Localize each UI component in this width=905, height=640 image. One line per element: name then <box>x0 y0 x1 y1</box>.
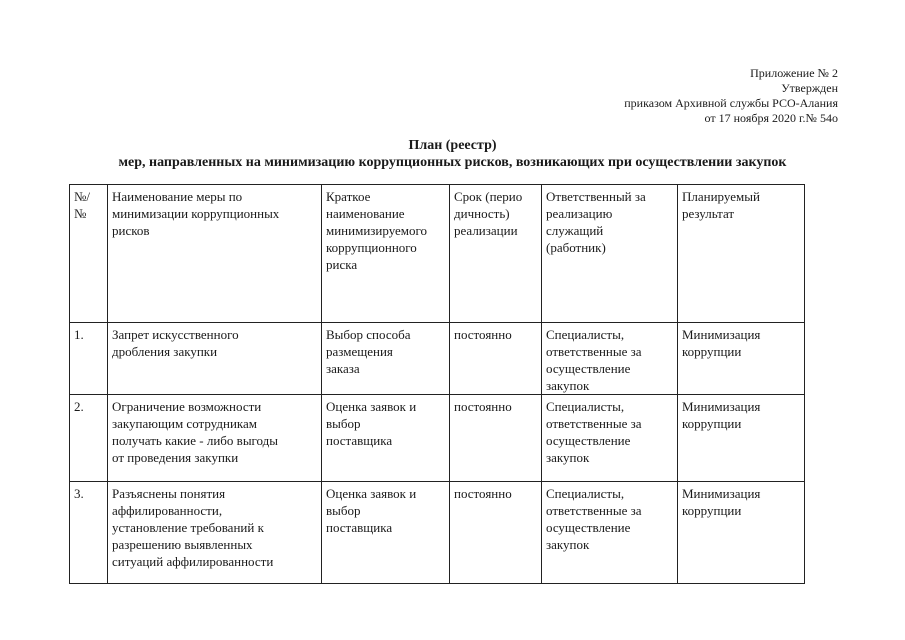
cell-term: постоянно <box>450 482 542 584</box>
header-result: Планируемый результат <box>678 185 805 323</box>
approved-label: Утвержден <box>781 81 838 95</box>
cell-term: постоянно <box>450 323 542 395</box>
measures-table <box>69 184 805 584</box>
cell-risk: Оценка заявок и выбор поставщика <box>322 395 450 482</box>
cell-result: Минимизация коррупции <box>678 482 805 584</box>
cell-measure: Запрет искусственного дробления закупки <box>108 323 322 395</box>
cell-risk: Выбор способа размещения заказа <box>322 323 450 395</box>
order-date: от 17 ноября 2020 г.№ 54о <box>704 111 838 125</box>
document-subtitle: мер, направленных на минимизацию коррупционных рисков, возникающих при осуществлении закупок <box>118 155 787 170</box>
document-title: План (реестр) <box>408 138 497 153</box>
table-header-row <box>70 185 805 323</box>
cell-result: Минимизация коррупции <box>678 395 805 482</box>
header-term: Срок (перио дичность) реализации <box>450 185 542 323</box>
cell-responsible: Специалисты, ответственные за осуществление закупок <box>542 482 678 584</box>
header-measure: Наименование меры по минимизации коррупционных рисков <box>108 185 322 323</box>
header-risk: Краткое наименование минимизируемого коррупционного риска <box>322 185 450 323</box>
order-label: приказом Архивной службы РСО-Алания <box>624 96 838 110</box>
table-row <box>70 395 805 482</box>
header-number: №/ № <box>70 185 108 323</box>
cell-number: 2. <box>70 395 108 482</box>
table-row <box>70 482 805 584</box>
cell-measure: Ограничение возможности закупающим сотрудникам получать какие - либо выгоды от проведения закупки <box>108 395 322 482</box>
table-row <box>70 323 805 395</box>
cell-measure: Разъяснены понятия аффилированности, установление требований к разрешению выявленных ситуаций аффилированности <box>108 482 322 584</box>
cell-responsible: Специалисты, ответственные за осуществление закупок <box>542 395 678 482</box>
cell-result: Минимизация коррупции <box>678 323 805 395</box>
cell-term: постоянно <box>450 395 542 482</box>
header-responsible: Ответственный за реализацию служащий (работник) <box>542 185 678 323</box>
approval-block <box>624 66 838 126</box>
cell-risk: Оценка заявок и выбор поставщика <box>322 482 450 584</box>
cell-responsible: Специалисты, ответственные за осуществление закупок <box>542 323 678 395</box>
cell-number: 1. <box>70 323 108 395</box>
cell-number: 3. <box>70 482 108 584</box>
appendix-label: Приложение № 2 <box>750 66 838 80</box>
